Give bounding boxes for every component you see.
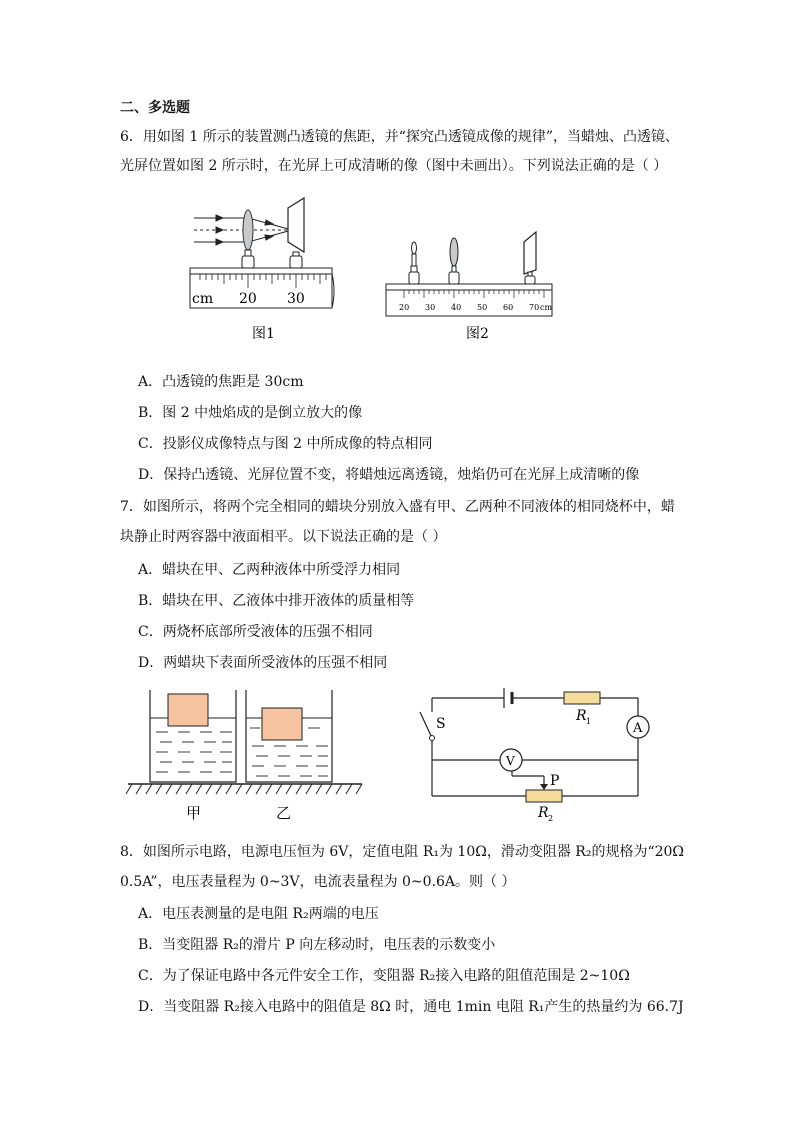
r2-label: R: [538, 805, 549, 821]
q7-option-b: B．蜡块在甲、乙液体中排开液体的质量相等: [138, 593, 415, 609]
resistor-r2: [526, 790, 562, 802]
q8-option-c: C．为了保证电路中各元件安全工作，变阻器 R₂接入电路的阻值范围是 2~10Ω: [138, 968, 630, 984]
q6-option-d: D．保持凸透镜、光屏位置不变，将蜡烛远离透镜，烛焰仍可在光屏上成清晰的像: [138, 467, 640, 483]
q6-stem-line2: 光屏位置如图 2 所示时，在光屏上可成清晰的像（图中未画出）。下列说法正确的是（ ）: [120, 158, 668, 174]
fig2-unit: cm: [540, 303, 553, 312]
circuit-diagram: [420, 686, 670, 826]
fig2-tick: 30: [425, 303, 436, 312]
q7-stem-line2: 块静止时两容器中液面相平。以下说法正确的是（ ）: [120, 529, 447, 545]
label-jia: 甲: [186, 804, 202, 822]
fig1-tick-20: 20: [239, 291, 257, 307]
q6-stem-line1: 6．用如图 1 所示的装置测凸透镜的焦距，并“探究凸透镜成像的规律”，当蜡烛、凸透镜、: [120, 129, 680, 145]
fig1-tick-30: 30: [287, 291, 305, 307]
section-title: 二、多选题: [120, 100, 190, 116]
fig2-tick: 70: [529, 303, 540, 312]
q6-option-a: A．凸透镜的焦距是 30cm: [138, 374, 304, 390]
figure-1: [186, 196, 336, 346]
wax-block-yi: [262, 708, 302, 740]
q6-option-b: B．图 2 中烛焰成的是倒立放大的像: [138, 405, 363, 421]
fig2-tick: 50: [477, 303, 488, 312]
fig2-tick: 60: [503, 303, 514, 312]
voltmeter-label: V: [506, 754, 515, 768]
fig1-caption: 图1: [252, 326, 275, 342]
resistor-r1: [564, 692, 600, 704]
fig2-caption: 图2: [466, 326, 489, 342]
wax-block-jia: [168, 694, 208, 726]
fig1-unit: cm: [192, 291, 214, 307]
q7-option-d: D．两蜡块下表面所受液体的压强不相同: [138, 655, 388, 671]
switch-label: S: [436, 716, 446, 732]
q8-option-a: A．电压表测量的是电阻 R₂两端的电压: [138, 906, 379, 922]
q8-stem-line1: 8．如图所示电路，电源电压恒为 6V，定值电阻 R₁为 10Ω，滑动变阻器 R₂的规格为“20Ω: [120, 844, 685, 860]
r2-sub: 2: [548, 814, 554, 823]
q8-option-d: D．当变阻器 R₂接入电路中的阻值是 8Ω 时，通电 1min 电阻 R₁产生的热量约为 66.7J: [138, 999, 684, 1015]
r1-label: R: [576, 708, 587, 724]
q7-option-a: A．蜡块在甲、乙两种液体中所受浮力相同: [138, 562, 401, 578]
q6-option-c: C．投影仪成像特点与图 2 中所成像的特点相同: [138, 436, 433, 452]
q7-stem-line1: 7．如图所示，将两个完全相同的蜡块分别放入盛有甲、乙两种不同液体的相同烧杯中，蜡: [120, 499, 675, 515]
figure-2: [384, 236, 556, 346]
ammeter-label: A: [633, 721, 643, 736]
fig2-tick: 40: [451, 303, 462, 312]
q8-stem-line2: 0.5A”，电压表量程为 0~3V，电流表量程为 0~0.6A。则（ ）: [120, 874, 516, 890]
beakers-figure: [126, 688, 366, 824]
r1-sub: 1: [586, 717, 592, 726]
q8-option-b: B．当变阻器 R₂的滑片 P 向左移动时，电压表的示数变小: [138, 937, 496, 953]
slider-label: P: [550, 773, 560, 789]
fig2-tick: 20: [399, 303, 410, 312]
q7-option-c: C．两烧杯底部所受液体的压强不相同: [138, 624, 373, 640]
label-yi: 乙: [276, 804, 292, 822]
